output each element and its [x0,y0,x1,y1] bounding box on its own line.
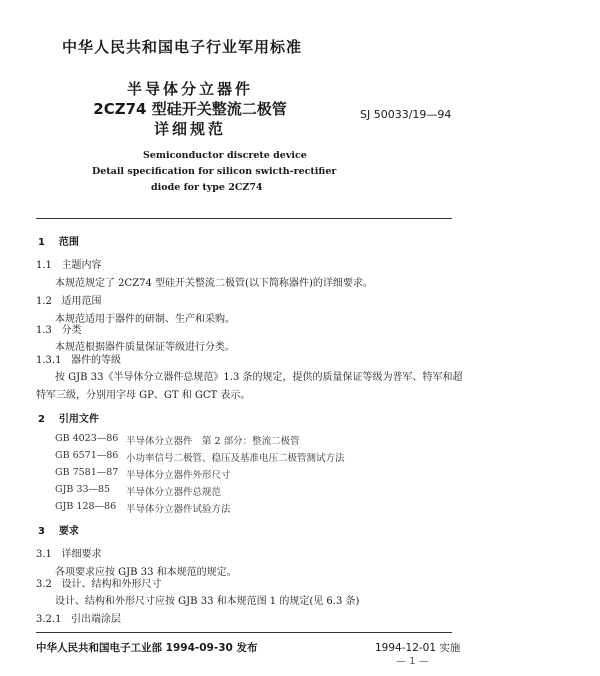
title-en-line2: Detail specification for silicon swicth-rectifier [92,166,337,177]
implementation-date: 1994-12-01 实施 [375,642,461,654]
ref-title: 半导体分立器件 第 2 部分：整流二极管 [126,436,300,447]
section-title: 分类 [61,325,82,336]
section-title: 引用文件 [58,414,99,425]
section-3-1-body: 各项要求应按 GJB 33 和本规范的规定。 [55,567,237,578]
issuer-date: 中华人民共和国电子工业部 1994-09-30 发布 [36,642,258,654]
section-title: 引出端涂层 [71,614,121,625]
section-number: 3 [38,526,45,537]
section-3-2-body: 设计、结构和外形尺寸应按 GJB 33 和本规范图 1 的规定(见 6.3 条) [55,596,360,607]
header-rule [36,218,452,219]
section-3-2-1-heading [36,610,121,625]
ref-code: GB 4023—86 [55,433,119,444]
footer-rule [36,632,452,633]
section-3-1-heading [36,545,101,560]
section-1-2-heading [36,292,101,307]
section-number: 1.3.1 [36,355,62,366]
section-1-1-body: 本规范规定了 2CZ74 型硅开关整流二极管(以下简称器件)的详细要求。 [55,278,373,289]
section-title: 主题内容 [61,260,102,271]
ref-code: GB 7581—87 [55,467,119,478]
section-1-3-1-heading [36,351,121,366]
section-3-2-heading [36,575,161,590]
ref-title: 半导体分立器件总规范 [126,487,222,498]
title-cn-line2: 2CZ74 型硅开关整流二极管 [93,100,287,118]
section-number: 1 [38,237,45,248]
section-title: 要求 [58,526,79,537]
section-title: 器件的等级 [71,355,121,366]
section-title: 详细要求 [61,549,102,560]
standard-code: SJ 50033/19—94 [360,108,452,121]
standard-body: 中华人民共和国电子行业军用标准 [62,38,303,56]
section-1-2-body: 本规范适用于器件的研制、生产和采购。 [55,314,235,325]
section-1-1-heading [36,256,101,271]
section-3-heading [38,522,79,537]
ref-title: 小功率信号二极管、稳压及基准电压二极管测试方法 [126,453,345,464]
section-title: 适用范围 [61,296,102,307]
section-number: 1.1 [36,260,52,271]
ref-code: GJB 33—85 [55,484,111,495]
section-number: 2 [38,414,45,425]
section-1-heading [38,233,79,248]
section-number: 3.2 [36,579,52,590]
section-number: 1.3 [36,325,52,336]
section-2-heading [38,410,99,425]
ref-code: GJB 128—86 [55,501,117,512]
ref-title: 半导体分立器件外形尺寸 [126,470,231,481]
section-number: 3.2.1 [36,614,62,625]
section-title: 范围 [58,237,79,248]
title-en-line1: Semiconductor discrete device [143,150,307,161]
section-number: 3.1 [36,549,52,560]
section-1-3-1-body-line2: 特军三级，分别用字母 GP、GT 和 GCT 表示。 [36,390,251,401]
ref-title: 半导体分立器件试验方法 [126,504,231,515]
section-1-3-body: 本规范根据器件质量保证等级进行分类。 [55,342,235,353]
section-title: 设计、结构和外形尺寸 [61,579,162,590]
section-number: 1.2 [36,296,52,307]
title-cn-line3: 详细规范 [153,120,226,138]
title-en-line3: diode for type 2CZ74 [151,182,263,193]
page-number: — 1 — [396,656,429,667]
title-cn-line1: 半导体分立器件 [126,80,253,98]
ref-code: GB 6571—86 [55,450,119,461]
section-1-3-heading [36,321,81,336]
section-1-3-1-body-line1: 按 GJB 33《半导体分立器件总规范》1.3 条的规定，提供的质量保证等级为普军、特军和超 [55,372,463,383]
